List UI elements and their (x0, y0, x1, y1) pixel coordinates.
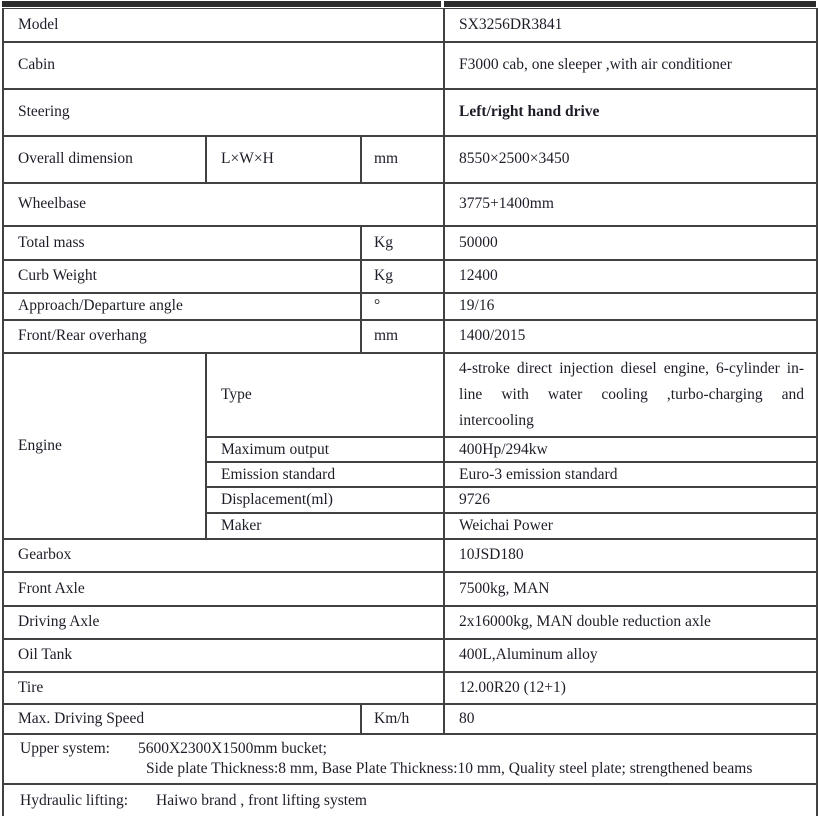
row-front-axle (3, 572, 817, 606)
approach-departure-angle-value: 19/16 (444, 293, 817, 320)
front-axle-value: 7500kg, MAN (444, 572, 817, 606)
oil-tank-label: Oil Tank (3, 639, 444, 672)
engine-emission-standard-value: Euro-3 emission standard (444, 462, 817, 487)
tire-label: Tire (3, 672, 444, 704)
top-bar-column-notch (441, 1, 444, 7)
approach-departure-angle-unit: ° (361, 293, 444, 320)
row-model (3, 9, 817, 42)
front-axle-label: Front Axle (3, 572, 444, 606)
row-cabin (3, 42, 817, 89)
upper-system-line1 (20, 739, 810, 758)
max-driving-speed-value: 80 (444, 704, 817, 734)
row-tire (3, 672, 817, 704)
row-curb-weight (3, 260, 817, 293)
row-upper-system (3, 734, 817, 784)
curb-weight-unit: Kg (361, 260, 444, 293)
front-rear-overhang-unit: mm (361, 320, 444, 353)
engine-emission-standard-label: Emission standard (206, 462, 444, 487)
model-value: SX3256DR3841 (444, 9, 817, 42)
total-mass-unit: Kg (361, 226, 444, 260)
overall-dimension-unit: mm (361, 136, 444, 183)
row-steering (3, 89, 817, 136)
driving-axle-label: Driving Axle (3, 606, 444, 639)
row-approach-departure-angle (3, 293, 817, 320)
row-overall-dimension (3, 136, 817, 183)
engine-maximum-output-value: 400Hp/294kw (444, 437, 817, 462)
upper-system-cell (3, 734, 817, 784)
engine-displacement-label: Displacement(ml) (206, 487, 444, 512)
row-front-rear-overhang (3, 320, 817, 353)
upper-system-label: Upper system: (20, 740, 110, 758)
cabin-value: F3000 cab, one sleeper ,with air conditioner (444, 42, 817, 89)
engine-displacement-value: 9726 (444, 487, 817, 512)
engine-maker-label: Maker (206, 513, 444, 539)
total-mass-value: 50000 (444, 226, 817, 260)
row-gearbox (3, 539, 817, 572)
overall-dimension-sub-label: L×W×H (206, 136, 361, 183)
row-engine-type (3, 353, 817, 437)
spec-table (2, 8, 818, 816)
gearbox-label: Gearbox (3, 539, 444, 572)
front-rear-overhang-label: Front/Rear overhang (3, 320, 361, 353)
gearbox-value: 10JSD180 (444, 539, 817, 572)
wheelbase-label: Wheelbase (3, 183, 444, 226)
row-driving-axle (3, 606, 817, 639)
row-wheelbase (3, 183, 817, 226)
model-label: Model (3, 9, 444, 42)
hydraulic-lifting-label: Hydraulic lifting: (20, 792, 129, 810)
engine-label: Engine (3, 353, 206, 539)
engine-maker-value: Weichai Power (444, 513, 817, 539)
max-driving-speed-unit: Km/h (361, 704, 444, 734)
upper-system-line2: Side plate Thickness:8 mm, Base Plate Thickness:10 mm, Quality steel plate; strengthened beams (146, 759, 753, 777)
overall-dimension-value: 8550×2500×3450 (444, 136, 817, 183)
row-hydraulic-lifting (3, 784, 817, 816)
curb-weight-value: 12400 (444, 260, 817, 293)
steering-label: Steering (3, 89, 444, 136)
engine-type-label: Type (206, 353, 444, 437)
cabin-label: Cabin (3, 42, 444, 89)
oil-tank-value: 400L,Aluminum alloy (444, 639, 817, 672)
engine-maximum-output-label: Maximum output (206, 437, 444, 462)
row-oil-tank (3, 639, 817, 672)
table-top-black-bar (2, 1, 816, 7)
hydraulic-lifting-value: Haiwo brand , front lifting system (156, 792, 367, 810)
row-total-mass (3, 226, 817, 260)
overall-dimension-label: Overall dimension (3, 136, 206, 183)
hydraulic-lifting-cell (3, 784, 817, 816)
total-mass-label: Total mass (3, 226, 361, 260)
tire-value: 12.00R20 (12+1) (444, 672, 817, 704)
front-rear-overhang-value: 1400/2015 (444, 320, 817, 353)
wheelbase-value: 3775+1400mm (444, 183, 817, 226)
driving-axle-value: 2x16000kg, MAN double reduction axle (444, 606, 817, 639)
approach-departure-angle-label: Approach/Departure angle (3, 293, 361, 320)
upper-system-line1-value: 5600X2300X1500mm bucket; (137, 740, 327, 758)
steering-value: Left/right hand drive (444, 89, 817, 136)
row-max-driving-speed (3, 704, 817, 734)
engine-type-value: 4-stroke direct injection diesel engine, 6-cylinder in-line with water cooling ,turbo-charging and intercooling (444, 353, 817, 437)
max-driving-speed-label: Max. Driving Speed (3, 704, 361, 734)
curb-weight-label: Curb Weight (3, 260, 361, 293)
